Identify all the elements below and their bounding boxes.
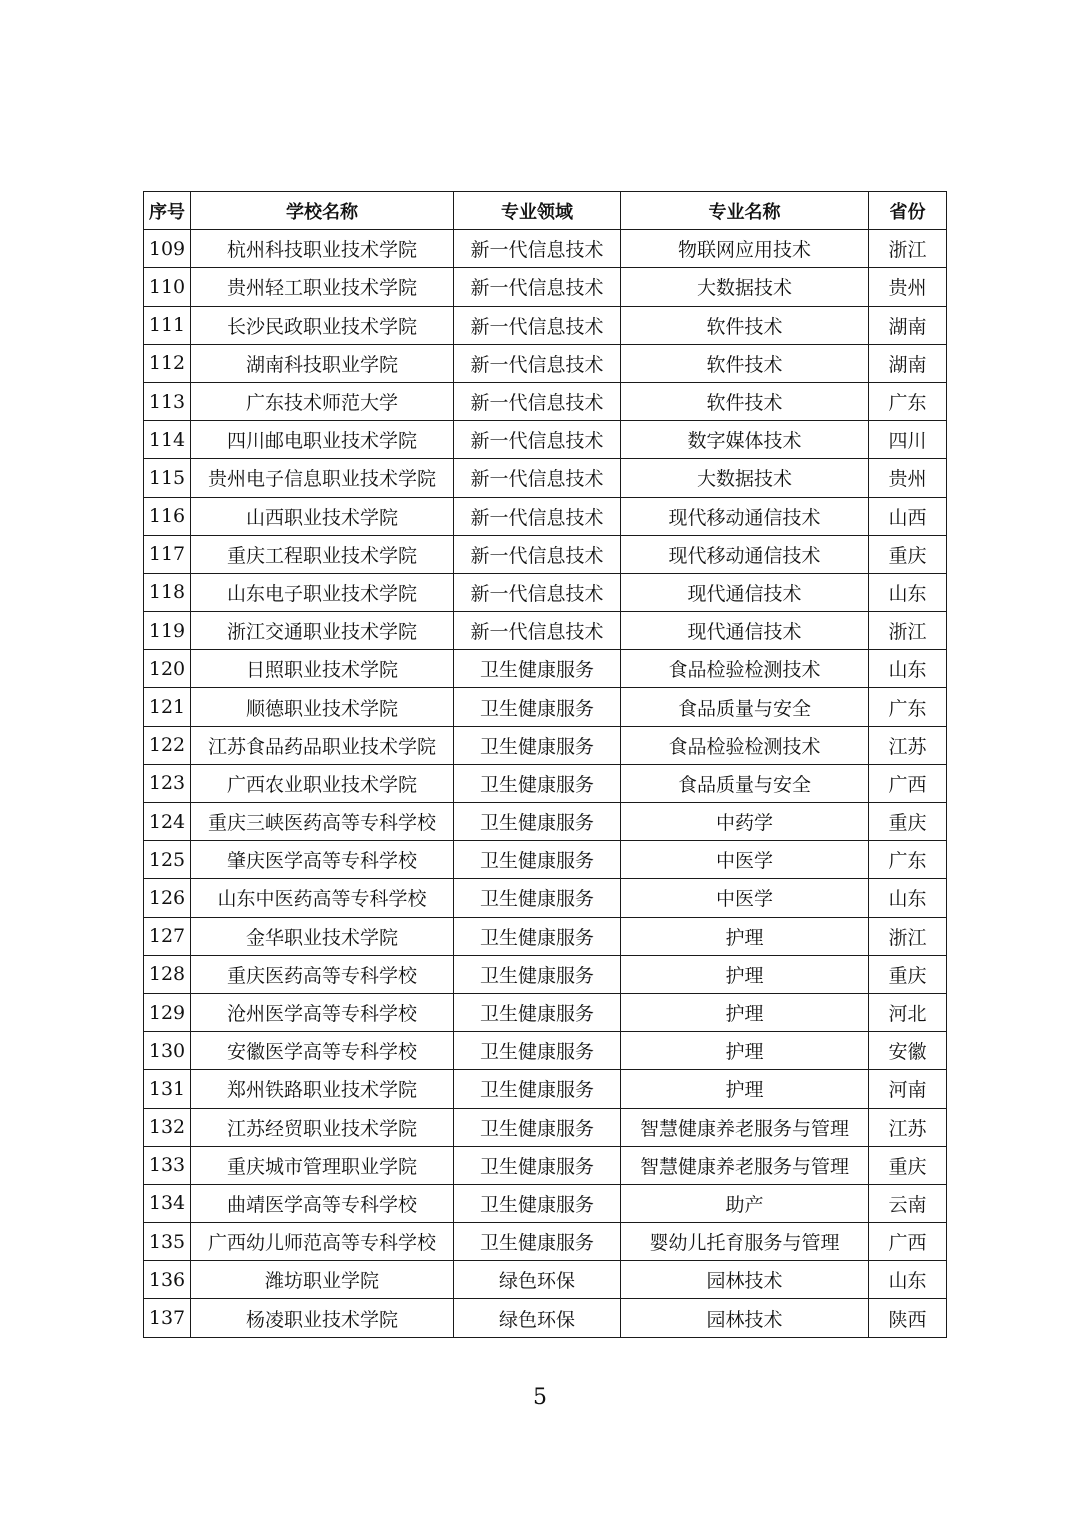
cell-field: 新一代信息技术 [454, 268, 621, 306]
cell-field: 卫生健康服务 [454, 726, 621, 764]
cell-major: 食品检验检测技术 [621, 726, 869, 764]
cell-major: 软件技术 [621, 344, 869, 382]
cell-field: 卫生健康服务 [454, 1146, 621, 1184]
cell-field: 新一代信息技术 [454, 344, 621, 382]
cell-province: 湖南 [869, 344, 947, 382]
header-row [144, 192, 947, 230]
cell-province: 浙江 [869, 917, 947, 955]
cell-school: 重庆工程职业技术学院 [191, 535, 454, 573]
cell-school: 山东中医药高等专科学校 [191, 879, 454, 917]
cell-major: 软件技术 [621, 306, 869, 344]
cell-province: 广东 [869, 688, 947, 726]
header-major: 专业名称 [621, 192, 869, 230]
table-row [144, 955, 947, 993]
cell-seq: 109 [144, 230, 191, 268]
cell-field: 新一代信息技术 [454, 612, 621, 650]
cell-field: 卫生健康服务 [454, 803, 621, 841]
cell-field: 卫生健康服务 [454, 688, 621, 726]
cell-major: 园林技术 [621, 1299, 869, 1337]
cell-school: 山东电子职业技术学院 [191, 573, 454, 611]
cell-seq: 127 [144, 917, 191, 955]
cell-major: 现代移动通信技术 [621, 497, 869, 535]
cell-field: 卫生健康服务 [454, 955, 621, 993]
cell-province: 重庆 [869, 535, 947, 573]
cell-school: 湖南科技职业学院 [191, 344, 454, 382]
table-row [144, 917, 947, 955]
cell-province: 广东 [869, 841, 947, 879]
cell-school: 广西幼儿师范高等专科学校 [191, 1223, 454, 1261]
cell-province: 贵州 [869, 268, 947, 306]
cell-school: 郑州铁路职业技术学院 [191, 1070, 454, 1108]
page-number: 5 [533, 1385, 547, 1410]
cell-province: 山西 [869, 497, 947, 535]
cell-field: 卫生健康服务 [454, 841, 621, 879]
cell-province: 重庆 [869, 955, 947, 993]
cell-major: 物联网应用技术 [621, 230, 869, 268]
cell-major: 中药学 [621, 803, 869, 841]
cell-school: 肇庆医学高等专科学校 [191, 841, 454, 879]
cell-seq: 119 [144, 612, 191, 650]
cell-school: 潍坊职业学院 [191, 1261, 454, 1299]
cell-field: 新一代信息技术 [454, 230, 621, 268]
cell-seq: 131 [144, 1070, 191, 1108]
header-seq: 序号 [144, 192, 191, 230]
cell-school: 重庆三峡医药高等专科学校 [191, 803, 454, 841]
table-row [144, 459, 947, 497]
cell-major: 护理 [621, 955, 869, 993]
table-row [144, 1299, 947, 1337]
cell-school: 杭州科技职业技术学院 [191, 230, 454, 268]
table-row [144, 382, 947, 420]
cell-major: 助产 [621, 1184, 869, 1222]
cell-field: 卫生健康服务 [454, 764, 621, 802]
header-school: 学校名称 [191, 192, 454, 230]
cell-province: 四川 [869, 421, 947, 459]
cell-province: 河北 [869, 993, 947, 1031]
cell-seq: 136 [144, 1261, 191, 1299]
cell-field: 卫生健康服务 [454, 1184, 621, 1222]
cell-school: 贵州电子信息职业技术学院 [191, 459, 454, 497]
cell-province: 广东 [869, 382, 947, 420]
table-row [144, 1223, 947, 1261]
cell-major: 中医学 [621, 879, 869, 917]
cell-major: 护理 [621, 993, 869, 1031]
cell-school: 安徽医学高等专科学校 [191, 1032, 454, 1070]
cell-major: 园林技术 [621, 1261, 869, 1299]
cell-province: 山东 [869, 573, 947, 611]
cell-seq: 129 [144, 993, 191, 1031]
table-row [144, 421, 947, 459]
cell-field: 卫生健康服务 [454, 879, 621, 917]
cell-school: 贵州轻工职业技术学院 [191, 268, 454, 306]
cell-seq: 115 [144, 459, 191, 497]
cell-seq: 133 [144, 1146, 191, 1184]
cell-field: 卫生健康服务 [454, 1223, 621, 1261]
cell-school: 广西农业职业技术学院 [191, 764, 454, 802]
cell-province: 山东 [869, 650, 947, 688]
table-row [144, 230, 947, 268]
cell-province: 湖南 [869, 306, 947, 344]
cell-school: 广东技术师范大学 [191, 382, 454, 420]
cell-major: 护理 [621, 1032, 869, 1070]
cell-school: 曲靖医学高等专科学校 [191, 1184, 454, 1222]
cell-seq: 132 [144, 1108, 191, 1146]
cell-seq: 116 [144, 497, 191, 535]
cell-field: 卫生健康服务 [454, 993, 621, 1031]
cell-field: 新一代信息技术 [454, 497, 621, 535]
cell-major: 现代移动通信技术 [621, 535, 869, 573]
cell-province: 广西 [869, 764, 947, 802]
cell-province: 重庆 [869, 1146, 947, 1184]
cell-seq: 114 [144, 421, 191, 459]
cell-seq: 135 [144, 1223, 191, 1261]
cell-field: 绿色环保 [454, 1299, 621, 1337]
cell-province: 广西 [869, 1223, 947, 1261]
cell-seq: 110 [144, 268, 191, 306]
cell-field: 卫生健康服务 [454, 1070, 621, 1108]
cell-school: 日照职业技术学院 [191, 650, 454, 688]
cell-major: 大数据技术 [621, 268, 869, 306]
cell-seq: 118 [144, 573, 191, 611]
table-row [144, 535, 947, 573]
table-row [144, 1261, 947, 1299]
table-row [144, 1108, 947, 1146]
cell-major: 现代通信技术 [621, 573, 869, 611]
header-province: 省份 [869, 192, 947, 230]
cell-school: 长沙民政职业技术学院 [191, 306, 454, 344]
cell-field: 新一代信息技术 [454, 421, 621, 459]
cell-school: 浙江交通职业技术学院 [191, 612, 454, 650]
cell-seq: 128 [144, 955, 191, 993]
cell-seq: 122 [144, 726, 191, 764]
table-row [144, 841, 947, 879]
cell-seq: 123 [144, 764, 191, 802]
table-row [144, 1184, 947, 1222]
cell-province: 安徽 [869, 1032, 947, 1070]
table-row [144, 268, 947, 306]
table-row [144, 803, 947, 841]
cell-province: 山东 [869, 1261, 947, 1299]
cell-seq: 121 [144, 688, 191, 726]
cell-seq: 126 [144, 879, 191, 917]
cell-province: 河南 [869, 1070, 947, 1108]
cell-major: 食品质量与安全 [621, 688, 869, 726]
cell-major: 大数据技术 [621, 459, 869, 497]
cell-seq: 113 [144, 382, 191, 420]
cell-major: 护理 [621, 917, 869, 955]
cell-major: 护理 [621, 1070, 869, 1108]
table-row [144, 879, 947, 917]
table-row [144, 688, 947, 726]
cell-school: 沧州医学高等专科学校 [191, 993, 454, 1031]
table-row [144, 497, 947, 535]
cell-school: 江苏经贸职业技术学院 [191, 1108, 454, 1146]
table-row [144, 993, 947, 1031]
cell-major: 软件技术 [621, 382, 869, 420]
cell-province: 江苏 [869, 1108, 947, 1146]
cell-field: 新一代信息技术 [454, 382, 621, 420]
cell-major: 食品质量与安全 [621, 764, 869, 802]
cell-province: 重庆 [869, 803, 947, 841]
cell-school: 金华职业技术学院 [191, 917, 454, 955]
cell-seq: 130 [144, 1032, 191, 1070]
table-row [144, 573, 947, 611]
cell-field: 卫生健康服务 [454, 1032, 621, 1070]
cell-province: 贵州 [869, 459, 947, 497]
table-row [144, 726, 947, 764]
header-field: 专业领域 [454, 192, 621, 230]
cell-school: 顺德职业技术学院 [191, 688, 454, 726]
cell-major: 智慧健康养老服务与管理 [621, 1146, 869, 1184]
table-row [144, 1146, 947, 1184]
cell-school: 重庆医药高等专科学校 [191, 955, 454, 993]
cell-seq: 137 [144, 1299, 191, 1337]
cell-seq: 134 [144, 1184, 191, 1222]
table-row [144, 306, 947, 344]
cell-field: 新一代信息技术 [454, 459, 621, 497]
cell-school: 四川邮电职业技术学院 [191, 421, 454, 459]
cell-seq: 111 [144, 306, 191, 344]
cell-seq: 120 [144, 650, 191, 688]
cell-province: 云南 [869, 1184, 947, 1222]
table-row [144, 1070, 947, 1108]
cell-major: 智慧健康养老服务与管理 [621, 1108, 869, 1146]
cell-field: 卫生健康服务 [454, 650, 621, 688]
cell-major: 现代通信技术 [621, 612, 869, 650]
table-body [144, 230, 947, 1337]
cell-major: 婴幼儿托育服务与管理 [621, 1223, 869, 1261]
cell-field: 新一代信息技术 [454, 535, 621, 573]
cell-seq: 117 [144, 535, 191, 573]
table-row [144, 612, 947, 650]
cell-major: 食品检验检测技术 [621, 650, 869, 688]
cell-seq: 112 [144, 344, 191, 382]
cell-province: 山东 [869, 879, 947, 917]
table-header [144, 192, 947, 230]
cell-field: 卫生健康服务 [454, 1108, 621, 1146]
cell-school: 重庆城市管理职业学院 [191, 1146, 454, 1184]
cell-province: 陕西 [869, 1299, 947, 1337]
table-row [144, 1032, 947, 1070]
cell-school: 江苏食品药品职业技术学院 [191, 726, 454, 764]
school-major-table [143, 191, 947, 1338]
table-row [144, 344, 947, 382]
cell-major: 数字媒体技术 [621, 421, 869, 459]
table-row [144, 650, 947, 688]
table-row [144, 764, 947, 802]
cell-province: 浙江 [869, 612, 947, 650]
cell-field: 绿色环保 [454, 1261, 621, 1299]
cell-school: 山西职业技术学院 [191, 497, 454, 535]
cell-province: 浙江 [869, 230, 947, 268]
cell-field: 新一代信息技术 [454, 573, 621, 611]
cell-province: 江苏 [869, 726, 947, 764]
cell-school: 杨凌职业技术学院 [191, 1299, 454, 1337]
cell-seq: 125 [144, 841, 191, 879]
cell-field: 新一代信息技术 [454, 306, 621, 344]
cell-seq: 124 [144, 803, 191, 841]
cell-field: 卫生健康服务 [454, 917, 621, 955]
cell-major: 中医学 [621, 841, 869, 879]
